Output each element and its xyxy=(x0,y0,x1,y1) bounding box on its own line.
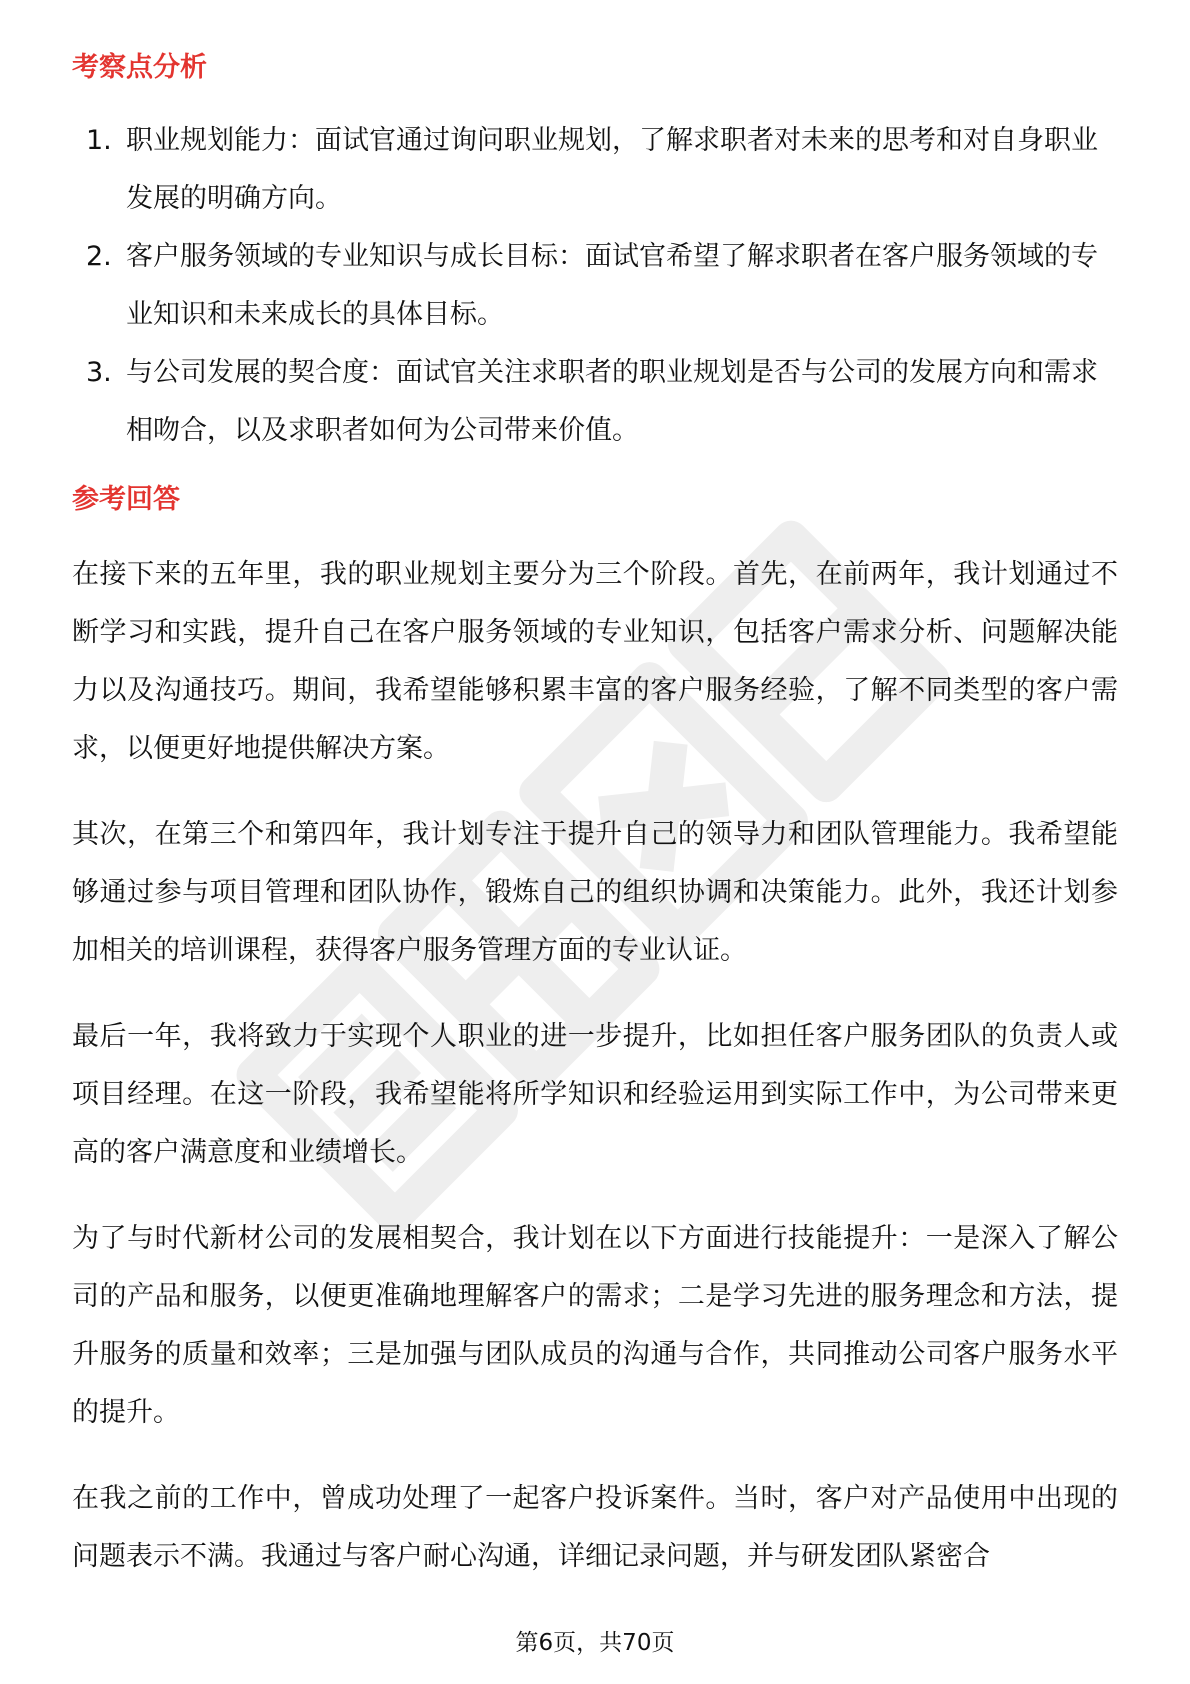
answer-paragraph: 最后一年，我将致力于实现个人职业的进一步提升，比如担任客户服务团队的负责人或项目经理。在这一阶段，我希望能将所学知识和经验运用到实际工作中，为公司带来更高的客户满意度和业绩增长。 xyxy=(72,1021,1118,1168)
list-item-text: 职业规划能力：面试官通过询问职业规划，了解求职者对未来的思考和对自身职业发展的明确方向。 xyxy=(126,125,1098,214)
answer-section-title: 参考回答 xyxy=(72,484,180,515)
main-content xyxy=(72,48,1118,1586)
analysis-point xyxy=(72,228,1118,344)
answer-paragraph: 为了与时代新材公司的发展相契合，我计划在以下方面进行技能提升：一是深入了解公司的产品和服务，以便更准确地理解客户的需求；二是学习先进的服务理念和方法，提升服务的质量和效率；三是加强与团队成员的沟通与合作，共同推动公司客户服务水平的提升。 xyxy=(72,1223,1118,1428)
list-item-text: 客户服务领域的专业知识与成长目标：面试官希望了解求职者在客户服务领域的专业知识和未来成长的具体目标。 xyxy=(126,241,1098,330)
list-number: 1. xyxy=(86,125,112,156)
analysis-point xyxy=(72,112,1118,228)
answer-paragraph: 在我之前的工作中，曾成功处理了一起客户投诉案件。当时，客户对产品使用中出现的问题表示不满。我通过与客户耐心沟通，详细记录问题，并与研发团队紧密合 xyxy=(72,1483,1118,1572)
page-number-footer: 第6页，共70页 xyxy=(515,1630,675,1656)
answer-paragraph: 其次，在第三个和第四年，我计划专注于提升自己的领导力和团队管理能力。我希望能够通过参与项目管理和团队协作，锻炼自己的组织协调和决策能力。此外，我还计划参加相关的培训课程，获得客户服务管理方面的专业认证。 xyxy=(72,819,1118,966)
analysis-point xyxy=(72,344,1118,460)
list-item-text: 与公司发展的契合度：面试官关注求职者的职业规划是否与公司的发展方向和需求相吻合，以及求职者如何为公司带来价值。 xyxy=(126,357,1098,446)
analysis-points-list xyxy=(72,112,1118,460)
answer-paragraph: 在接下来的五年里，我的职业规划主要分为三个阶段。首先，在前两年，我计划通过不断学习和实践，提升自己在客户服务领域的专业知识，包括客户需求分析、问题解决能力以及沟通技巧。期间，我希望能够积累丰富的客户服务经验，了解不同类型的客户需求，以便更好地提供解决方案。 xyxy=(72,559,1118,764)
list-number: 3. xyxy=(86,357,112,388)
analysis-section-title: 考察点分析 xyxy=(72,52,207,83)
list-number: 2. xyxy=(86,241,112,272)
